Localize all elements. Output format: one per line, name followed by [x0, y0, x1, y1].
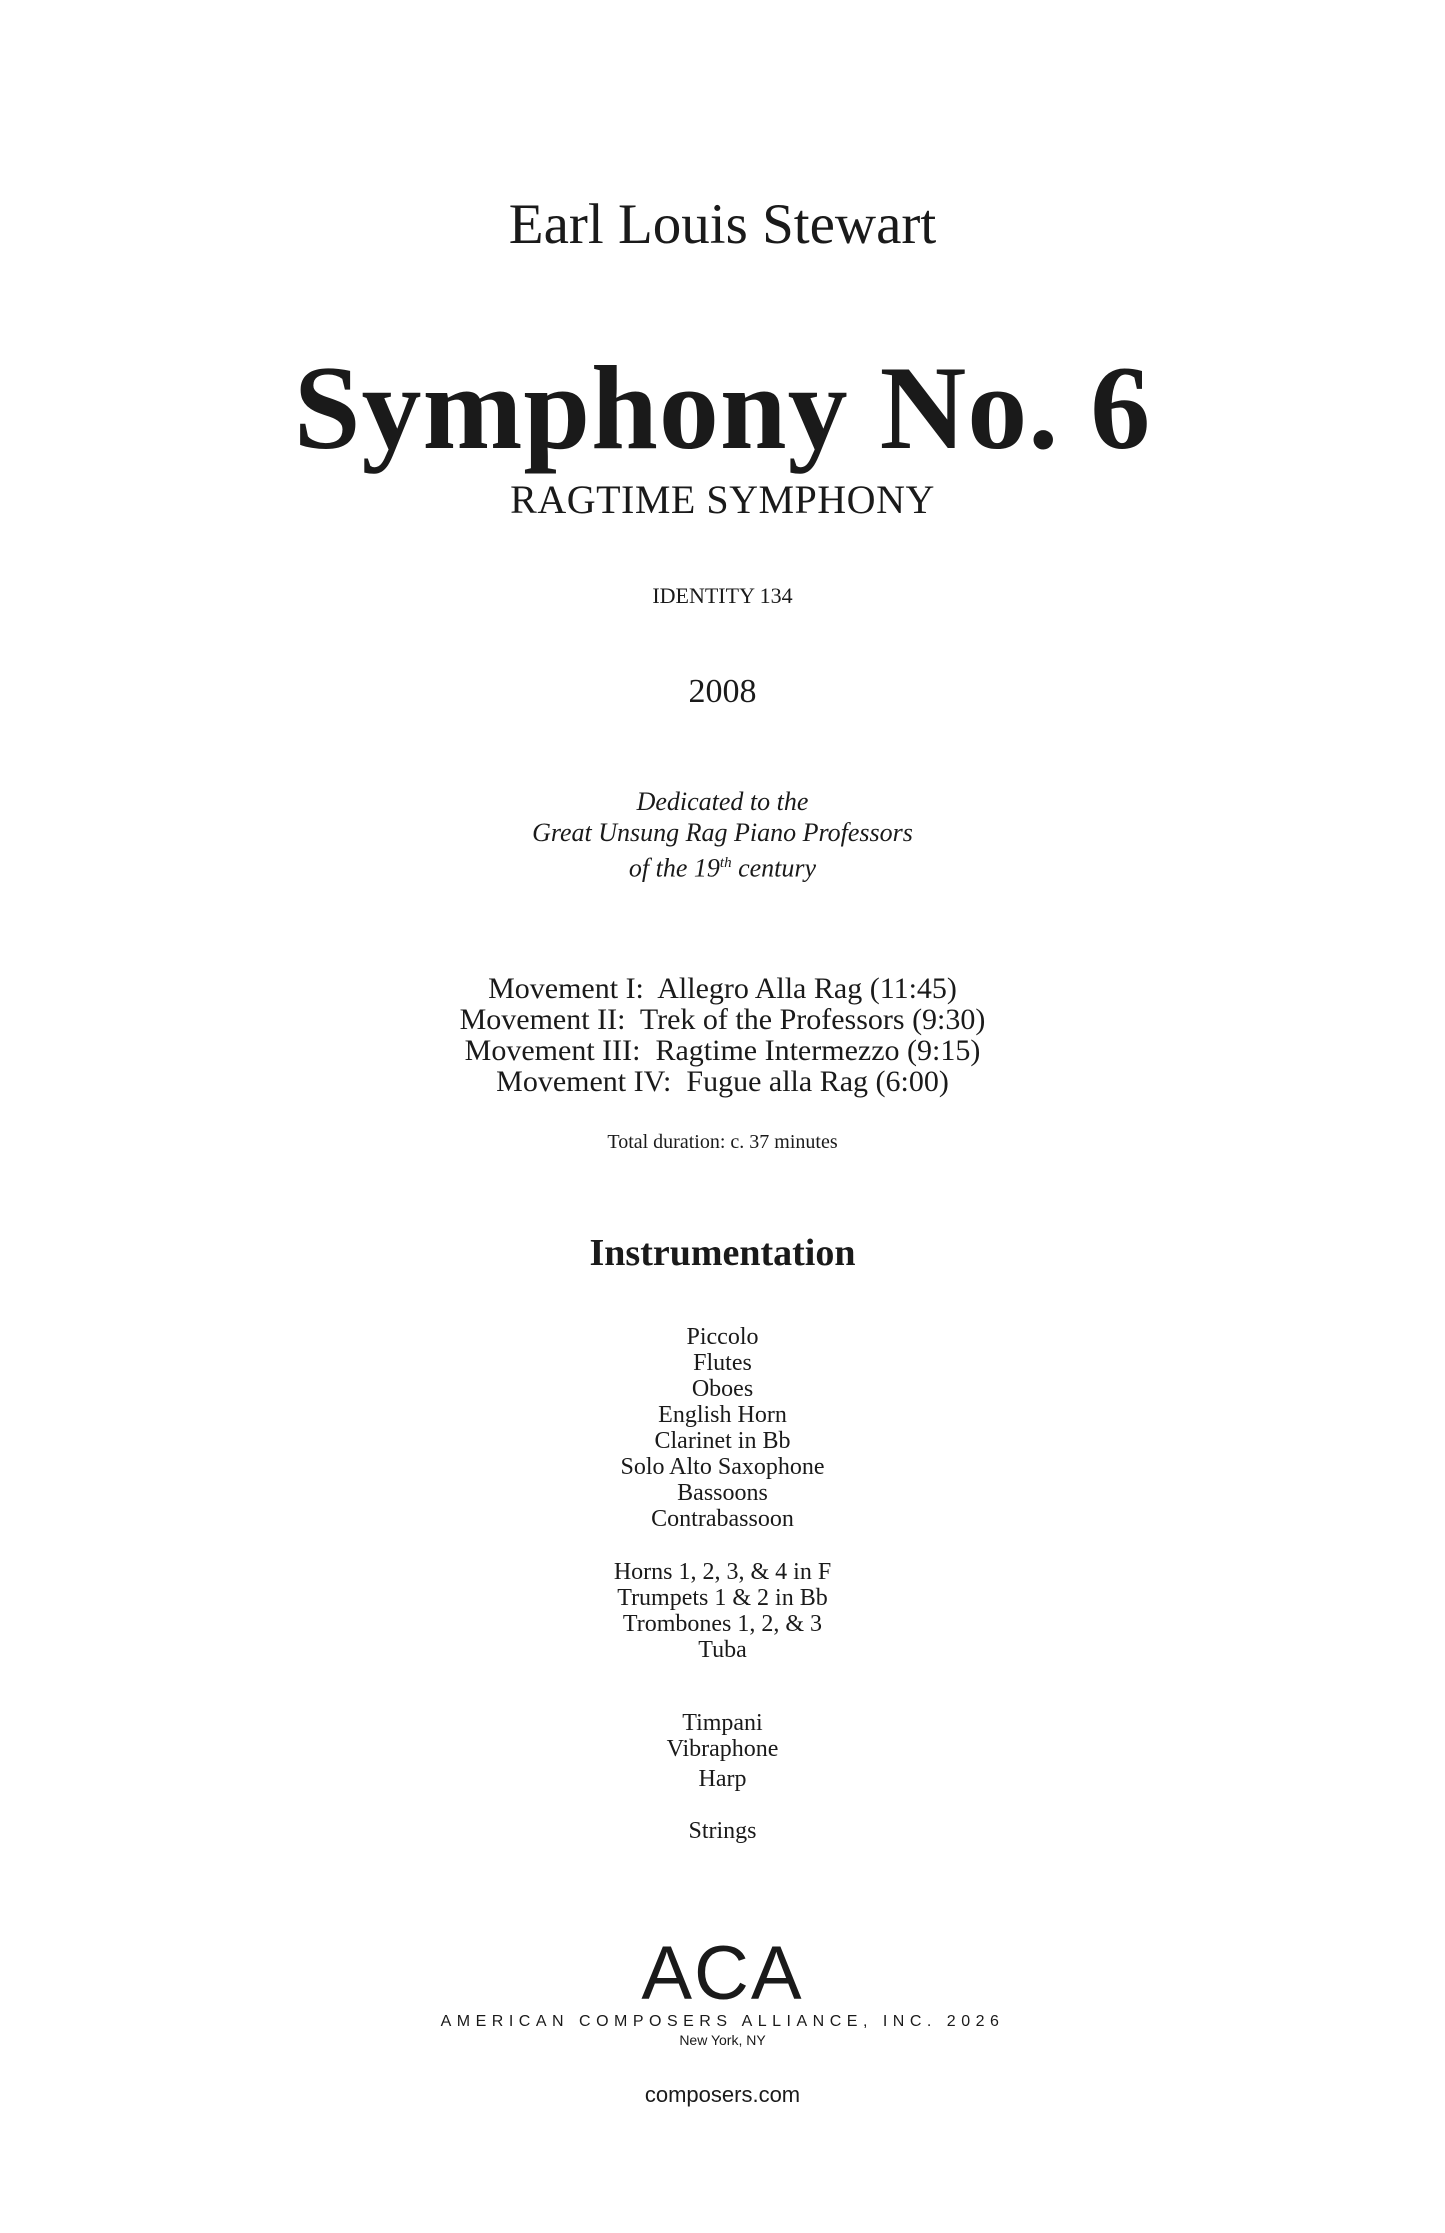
instrumentation-heading: Instrumentation — [589, 1232, 856, 1274]
instrument-item: Strings — [688, 1818, 757, 1844]
publisher-city: New York, NY — [679, 2032, 766, 2048]
dedication-line-1: Dedicated to the — [636, 787, 809, 816]
instrument-item: Trumpets 1 & 2 in Bb — [617, 1585, 828, 1611]
dedication-line-3-pre: of the 19 — [628, 853, 720, 883]
instrument-item: English Horn — [658, 1402, 787, 1428]
publisher-logo: ACA — [641, 1931, 804, 2016]
dedication-superscript: th — [719, 855, 732, 871]
dedication-line-3 — [0, 848, 1445, 884]
movement-1: Movement I: Allegro Alla Rag (11:45) — [488, 972, 957, 1005]
publisher-name: AMERICAN COMPOSERS ALLIANCE, INC. 2026 — [440, 2013, 1005, 2030]
instrument-item: Flutes — [693, 1350, 752, 1376]
instrument-item: Piccolo — [686, 1324, 759, 1350]
instrument-item: Solo Alto Saxophone — [620, 1454, 825, 1480]
instrument-item: Vibraphone — [666, 1736, 779, 1762]
instrument-item: Clarinet in Bb — [654, 1428, 791, 1454]
percussion-list — [0, 1710, 1445, 1762]
instrument-item: Bassoons — [677, 1480, 768, 1506]
instrument-item: Harp — [698, 1766, 747, 1792]
movement-2: Movement II: Trek of the Professors (9:30) — [459, 1003, 986, 1036]
instrument-item: Tuba — [698, 1637, 747, 1663]
instrument-item: Contrabassoon — [651, 1506, 794, 1532]
woodwinds-list — [0, 1324, 1445, 1532]
instrument-item: Timpani — [682, 1710, 763, 1736]
movement-4: Movement IV: Fugue alla Rag (6:00) — [496, 1065, 949, 1098]
composition-year: 2008 — [688, 673, 757, 710]
instrument-item: Trombones 1, 2, & 3 — [622, 1611, 823, 1637]
identity-number: IDENTITY 134 — [652, 583, 793, 608]
work-title: Symphony No. 6 — [293, 341, 1152, 474]
movement-3: Movement III: Ragtime Intermezzo (9:15) — [464, 1034, 981, 1067]
brass-list — [0, 1559, 1445, 1663]
dedication — [0, 786, 1445, 884]
instrument-item: Horns 1, 2, 3, & 4 in F — [613, 1559, 832, 1585]
dedication-line-2: Great Unsung Rag Piano Professors — [532, 818, 913, 847]
composer-name: Earl Louis Stewart — [508, 193, 937, 256]
publisher-website: composers.com — [644, 2082, 801, 2107]
strings-list — [0, 1818, 1445, 1844]
movement-list — [0, 973, 1445, 1097]
instrument-item: Oboes — [691, 1376, 754, 1402]
total-duration: Total duration: c. 37 minutes — [607, 1131, 838, 1153]
harp-list — [0, 1766, 1445, 1792]
dedication-line-3-post: century — [731, 853, 817, 883]
work-subtitle: RAGTIME SYMPHONY — [510, 477, 935, 522]
